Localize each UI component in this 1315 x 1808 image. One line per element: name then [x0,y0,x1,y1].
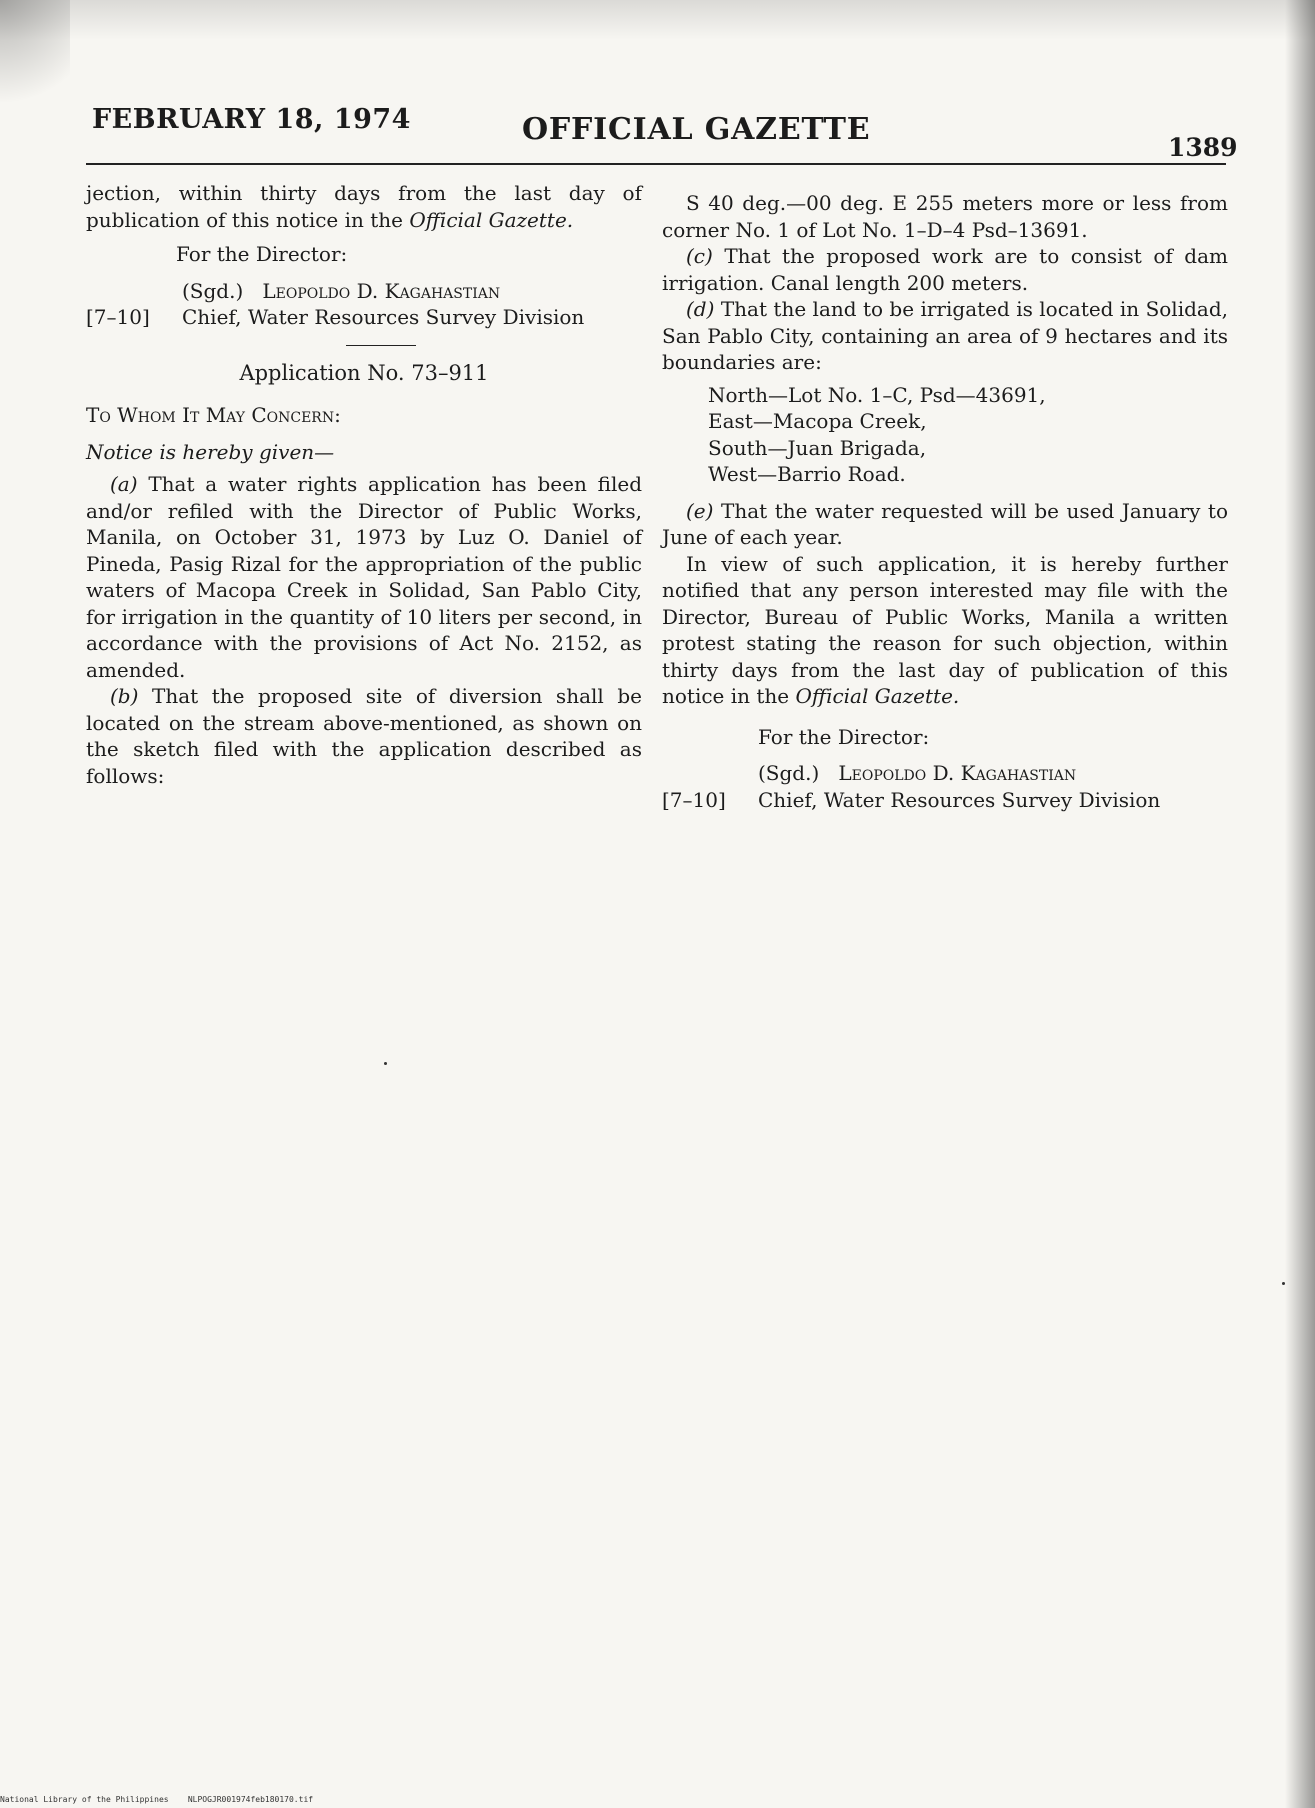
scan-shadow-top [0,0,1315,40]
boundary-south: South—Juan Brigada, [708,435,927,460]
paragraph-d [662,296,1228,376]
paragraph-b [86,683,642,789]
scan-file: NLPOGJR001974feb180170.tif [187,1795,314,1804]
signatory-name: Leopoldo D. Kagahastian [838,761,1077,785]
for-the-director: For the Director: [758,724,930,749]
issue-date: FEBRUARY 18, 1974 [92,104,411,135]
paragraph-d-text: That the land to be irrigated is located in Solidad, San Pablo City, containing an area of 9 hectares and its boundaries are: [662,297,1228,374]
continuation-text-2 [86,207,642,234]
protest-text: In view of such application, it is hereby further notified that any person interested may file with the Director, Bureau of Public Works, Manila a written protest stating the reason for such objection, within thirty days from the last day of publication of this notice in the [662,551,1228,708]
scan-source-note [0,1795,313,1804]
scan-speck [384,1062,387,1065]
boundary-west: West—Barrio Road. [708,462,906,486]
continuation-line2: publication of this notice in the [86,207,410,232]
paragraph-c-label: (c) [686,244,713,268]
sgd-mark: (Sgd.) [758,761,820,785]
publication-title: OFFICIAL GAZETTE [522,112,871,147]
notice-heading: Notice is hereby given— [86,439,335,464]
paragraph-e-label: (e) [686,498,714,523]
paragraph-a [86,471,642,683]
issue-reference: [7–10] [86,305,150,329]
sgd-mark: (Sgd.) [182,278,244,303]
issue-reference: [7–10] [662,787,726,812]
paragraph-c [662,243,1228,296]
scan-shadow-corner [0,0,70,130]
paragraph-e [662,498,1228,551]
signature-line [758,760,1228,787]
salutation: To Whom It May Concern: [86,403,341,427]
gazette-name: Official Gazette. [409,207,574,232]
paragraph-e-text: That the water requested will be used January to June of each year. [662,498,1228,549]
header-rule [86,163,1226,165]
scan-source: National Library of the Philippines [0,1795,169,1804]
section-separator [346,345,416,346]
scan-speck [1282,1282,1285,1285]
application-number: Application No. 73–911 [239,360,489,385]
right-column [662,190,1228,813]
paragraph-b-label: (b) [110,684,139,708]
signature-position-row [86,304,642,331]
site-description: S 40 deg.—00 deg. E 255 meters more or less from corner No. 1 of Lot No. 1–D–4 Psd–13691. [662,191,1228,242]
signature-line [182,278,642,305]
boundary-north: North—Lot No. 1–C, Psd—43691, [708,382,1046,407]
boundaries-list [708,382,1228,488]
gazette-name: Official Gazette. [795,684,960,708]
paragraph-d-label: (d) [686,297,715,321]
signatory-position: Chief, Water Resources Survey Division [182,305,585,329]
paragraph-a-label: (a) [110,472,138,496]
signature-position-row [662,787,1228,814]
paragraph-a-text: That a water rights application has been filed and/or refiled with the Director of Public Works, Manila, on October 31, 1973 by Luz O. Daniel of Pineda, Pasig Rizal for the appropriation of the public waters of Macopa Creek in Solidad, San Pablo City, for irrigation in the quantity of 10 liters per second, in accordance with the provisions of Act No. 2152, as amended. [86,472,642,682]
left-column [86,180,642,789]
boundary-east: East—Macopa Creek, [708,409,927,433]
scan-shadow-right [1285,0,1315,1808]
for-the-director: For the Director: [176,242,348,266]
paragraph-c-text: That the proposed work are to consist of dam irrigation. Canal length 200 meters. [662,244,1228,295]
protest-paragraph [662,551,1228,710]
continuation-line1: jection, within thirty days from the last day of [86,181,642,205]
signatory-name: Leopoldo D. Kagahastian [262,278,501,303]
paragraph-b-text: That the proposed site of diversion shall be located on the stream above-mentioned, as shown on the sketch filed with the application described as follows: [86,684,642,788]
signatory-position: Chief, Water Resources Survey Division [758,787,1161,812]
continuation-text [86,180,642,207]
page-number: 1389 [1168,133,1238,162]
